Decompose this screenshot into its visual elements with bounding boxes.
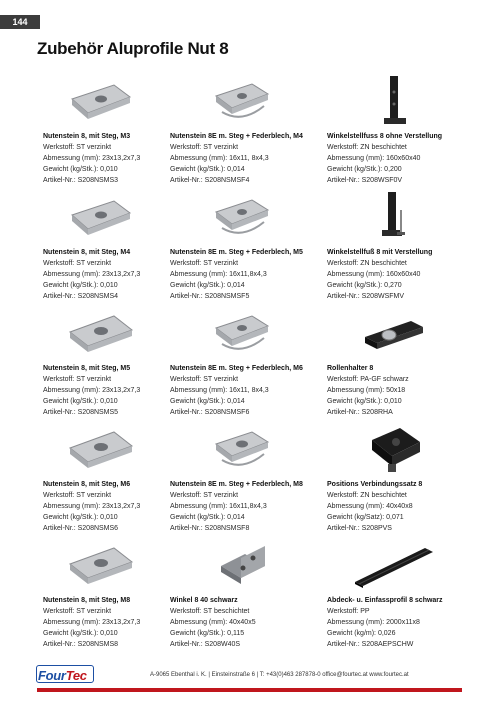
product-article-number: Artikel-Nr.: S208NSMS8 bbox=[43, 641, 119, 648]
product-weight: Gewicht (kg/Stk.): 0,014 bbox=[170, 282, 245, 289]
spring-slot-nut-icon bbox=[164, 186, 321, 248]
adjustable-foot-icon bbox=[321, 186, 467, 248]
product-card bbox=[164, 302, 321, 418]
product-name: Nutenstein 8E m. Steg + Federblech, M8 bbox=[170, 481, 303, 488]
product-dimensions: Abmessung (mm): 23x13,2x7,3 bbox=[43, 155, 141, 162]
product-name: Rollenhalter 8 bbox=[327, 365, 374, 372]
product-article-number: Artikel-Nr.: S208WSFMV bbox=[327, 293, 405, 300]
product-card bbox=[164, 70, 321, 186]
product-article-number: Artikel-Nr.: S208NSMS4 bbox=[43, 293, 119, 300]
product-article-number: Artikel-Nr.: S208AEPSCHW bbox=[327, 641, 414, 648]
product-card bbox=[37, 70, 164, 186]
product-name: Winkelstellfuss 8 ohne Verstellung bbox=[327, 133, 443, 140]
product-article-number: Artikel-Nr.: S208W40S bbox=[170, 641, 241, 648]
product-material: Werkstoff: ST verzinkt bbox=[43, 608, 112, 615]
product-name: Positions Verbindungssatz 8 bbox=[327, 481, 423, 488]
product-dimensions: Abmessung (mm): 23x13,2x7,3 bbox=[43, 387, 141, 394]
product-name: Nutenstein 8, mit Steg, M8 bbox=[43, 597, 131, 604]
product-dimensions: Abmessung (mm): 16x11,8x4,3 bbox=[170, 503, 267, 510]
slot-nut-icon bbox=[37, 302, 164, 364]
product-material: Werkstoff: ZN beschichtet bbox=[327, 492, 407, 499]
product-card bbox=[321, 302, 467, 418]
product-dimensions: Abmessung (mm): 23x13,2x7,3 bbox=[43, 619, 141, 626]
product-dimensions: Abmessung (mm): 23x13,2x7,3 bbox=[43, 271, 141, 278]
product-card bbox=[37, 534, 164, 650]
product-article-number: Artikel-Nr.: S208NSMSF6 bbox=[170, 409, 250, 416]
product-article-number: Artikel-Nr.: S208RHA bbox=[327, 409, 393, 416]
product-dimensions: Abmessung (mm): 40x40x5 bbox=[170, 619, 256, 626]
product-name: Nutenstein 8, mit Steg, M3 bbox=[43, 133, 131, 140]
product-weight: Gewicht (kg/Stk.): 0,014 bbox=[170, 398, 245, 405]
product-dimensions: Abmessung (mm): 160x60x40 bbox=[327, 155, 421, 162]
product-grid bbox=[37, 70, 467, 650]
product-card bbox=[321, 534, 467, 650]
product-card bbox=[321, 186, 467, 302]
page-title: Zubehör Aluprofile Nut 8 bbox=[37, 39, 229, 58]
product-dimensions: Abmessung (mm): 23x13,2x7,3 bbox=[43, 503, 141, 510]
product-weight: Gewicht (kg/Stk.): 0,014 bbox=[170, 514, 245, 521]
product-name: Winkel 8 40 schwarz bbox=[170, 597, 238, 604]
product-card bbox=[164, 186, 321, 302]
roller-holder-icon bbox=[321, 302, 467, 364]
product-name: Nutenstein 8E m. Steg + Federblech, M6 bbox=[170, 365, 303, 372]
product-article-number: Artikel-Nr.: S208WSF0V bbox=[327, 177, 403, 184]
product-article-number: Artikel-Nr.: S208NSMSF5 bbox=[170, 293, 250, 300]
product-material: Werkstoff: ST verzinkt bbox=[170, 144, 239, 151]
product-material: Werkstoff: ST verzinkt bbox=[43, 144, 112, 151]
product-material: Werkstoff: PP bbox=[327, 608, 370, 615]
product-article-number: Artikel-Nr.: S208NSMS5 bbox=[43, 409, 119, 416]
product-weight: Gewicht (kg/Stk.): 0,115 bbox=[170, 630, 245, 637]
product-card bbox=[37, 186, 164, 302]
footer-address: A-9065 Ebenthal i. K. | Einsteinstraße 6 | T: +43(0)463 287878-0 office@fourtec.at www.fourtec.at bbox=[150, 672, 409, 678]
product-material: Werkstoff: ZN beschichtet bbox=[327, 260, 407, 267]
product-weight: Gewicht (kg/Stk.): 0,270 bbox=[327, 282, 402, 289]
spring-slot-nut-icon bbox=[164, 302, 321, 364]
product-card bbox=[37, 418, 164, 534]
slot-nut-icon bbox=[37, 70, 164, 132]
product-name: Nutenstein 8E m. Steg + Federblech, M5 bbox=[170, 249, 303, 256]
product-dimensions: Abmessung (mm): 160x60x40 bbox=[327, 271, 421, 278]
angle-foot-icon bbox=[321, 70, 467, 132]
slot-nut-icon bbox=[37, 418, 164, 480]
product-material: Werkstoff: ZN beschichtet bbox=[327, 144, 407, 151]
product-material: Werkstoff: ST verzinkt bbox=[170, 260, 239, 267]
product-dimensions: Abmessung (mm): 40x40x8 bbox=[327, 503, 413, 510]
product-dimensions: Abmessung (mm): 16x11,8x4,3 bbox=[170, 271, 267, 278]
product-card bbox=[321, 418, 467, 534]
product-weight: Gewicht (kg/Stk.): 0,010 bbox=[43, 166, 118, 173]
product-article-number: Artikel-Nr.: S208NSMS3 bbox=[43, 177, 119, 184]
slot-nut-icon bbox=[37, 186, 164, 248]
logo-tec: Tec bbox=[65, 668, 87, 683]
product-name: Abdeck- u. Einfassprofil 8 schwarz bbox=[327, 597, 443, 604]
product-weight: Gewicht (kg/m): 0,026 bbox=[327, 630, 396, 637]
product-material: Werkstoff: ST beschichtet bbox=[170, 608, 250, 615]
fourtec-logo bbox=[38, 668, 87, 683]
logo-four: Four bbox=[38, 668, 66, 683]
product-article-number: Artikel-Nr.: S208NSMS6 bbox=[43, 525, 119, 532]
product-weight: Gewicht (kg/Stk.): 0,010 bbox=[43, 630, 118, 637]
product-card bbox=[37, 302, 164, 418]
cover-profile-icon bbox=[321, 534, 467, 596]
product-article-number: Artikel-Nr.: S208PVS bbox=[327, 525, 392, 532]
product-article-number: Artikel-Nr.: S208NSMSF8 bbox=[170, 525, 250, 532]
product-material: Werkstoff: ST verzinkt bbox=[170, 492, 239, 499]
product-material: Werkstoff: ST verzinkt bbox=[43, 260, 112, 267]
product-name: Winkelstellfuß 8 mit Verstellung bbox=[327, 249, 433, 256]
product-name: Nutenstein 8, mit Steg, M4 bbox=[43, 249, 131, 256]
product-weight: Gewicht (kg/Stk.): 0,014 bbox=[170, 166, 245, 173]
spring-slot-nut-icon bbox=[164, 418, 321, 480]
product-weight: Gewicht (kg/Stk.): 0,010 bbox=[327, 398, 402, 405]
product-weight: Gewicht (kg/Stk.): 0,200 bbox=[327, 166, 402, 173]
product-card bbox=[164, 418, 321, 534]
product-dimensions: Abmessung (mm): 16x11, 8x4,3 bbox=[170, 387, 269, 394]
product-weight: Gewicht (kg/Stk.): 0,010 bbox=[43, 282, 118, 289]
product-weight: Gewicht (kg/Stk.): 0,010 bbox=[43, 514, 118, 521]
product-material: Werkstoff: ST verzinkt bbox=[170, 376, 239, 383]
connector-set-icon bbox=[321, 418, 467, 480]
product-weight: Gewicht (kg/Satz): 0,071 bbox=[327, 514, 404, 521]
product-name: Nutenstein 8E m. Steg + Federblech, M4 bbox=[170, 133, 303, 140]
product-article-number: Artikel-Nr.: S208NSMSF4 bbox=[170, 177, 250, 184]
product-weight: Gewicht (kg/Stk.): 0,010 bbox=[43, 398, 118, 405]
product-dimensions: Abmessung (mm): 50x18 bbox=[327, 387, 406, 394]
product-material: Werkstoff: ST verzinkt bbox=[43, 492, 112, 499]
footer-divider bbox=[37, 688, 462, 692]
page-number: 144 bbox=[0, 15, 40, 29]
product-card bbox=[164, 534, 321, 650]
product-dimensions: Abmessung (mm): 2000x11x8 bbox=[327, 619, 420, 626]
product-material: Werkstoff: PA-GF schwarz bbox=[327, 376, 409, 383]
product-card bbox=[321, 70, 467, 186]
angle-bracket-icon bbox=[164, 534, 321, 596]
product-dimensions: Abmessung (mm): 16x11, 8x4,3 bbox=[170, 155, 269, 162]
spring-slot-nut-icon bbox=[164, 70, 321, 132]
slot-nut-icon bbox=[37, 534, 164, 596]
product-name: Nutenstein 8, mit Steg, M5 bbox=[43, 365, 131, 372]
product-material: Werkstoff: ST verzinkt bbox=[43, 376, 112, 383]
product-name: Nutenstein 8, mit Steg, M6 bbox=[43, 481, 131, 488]
